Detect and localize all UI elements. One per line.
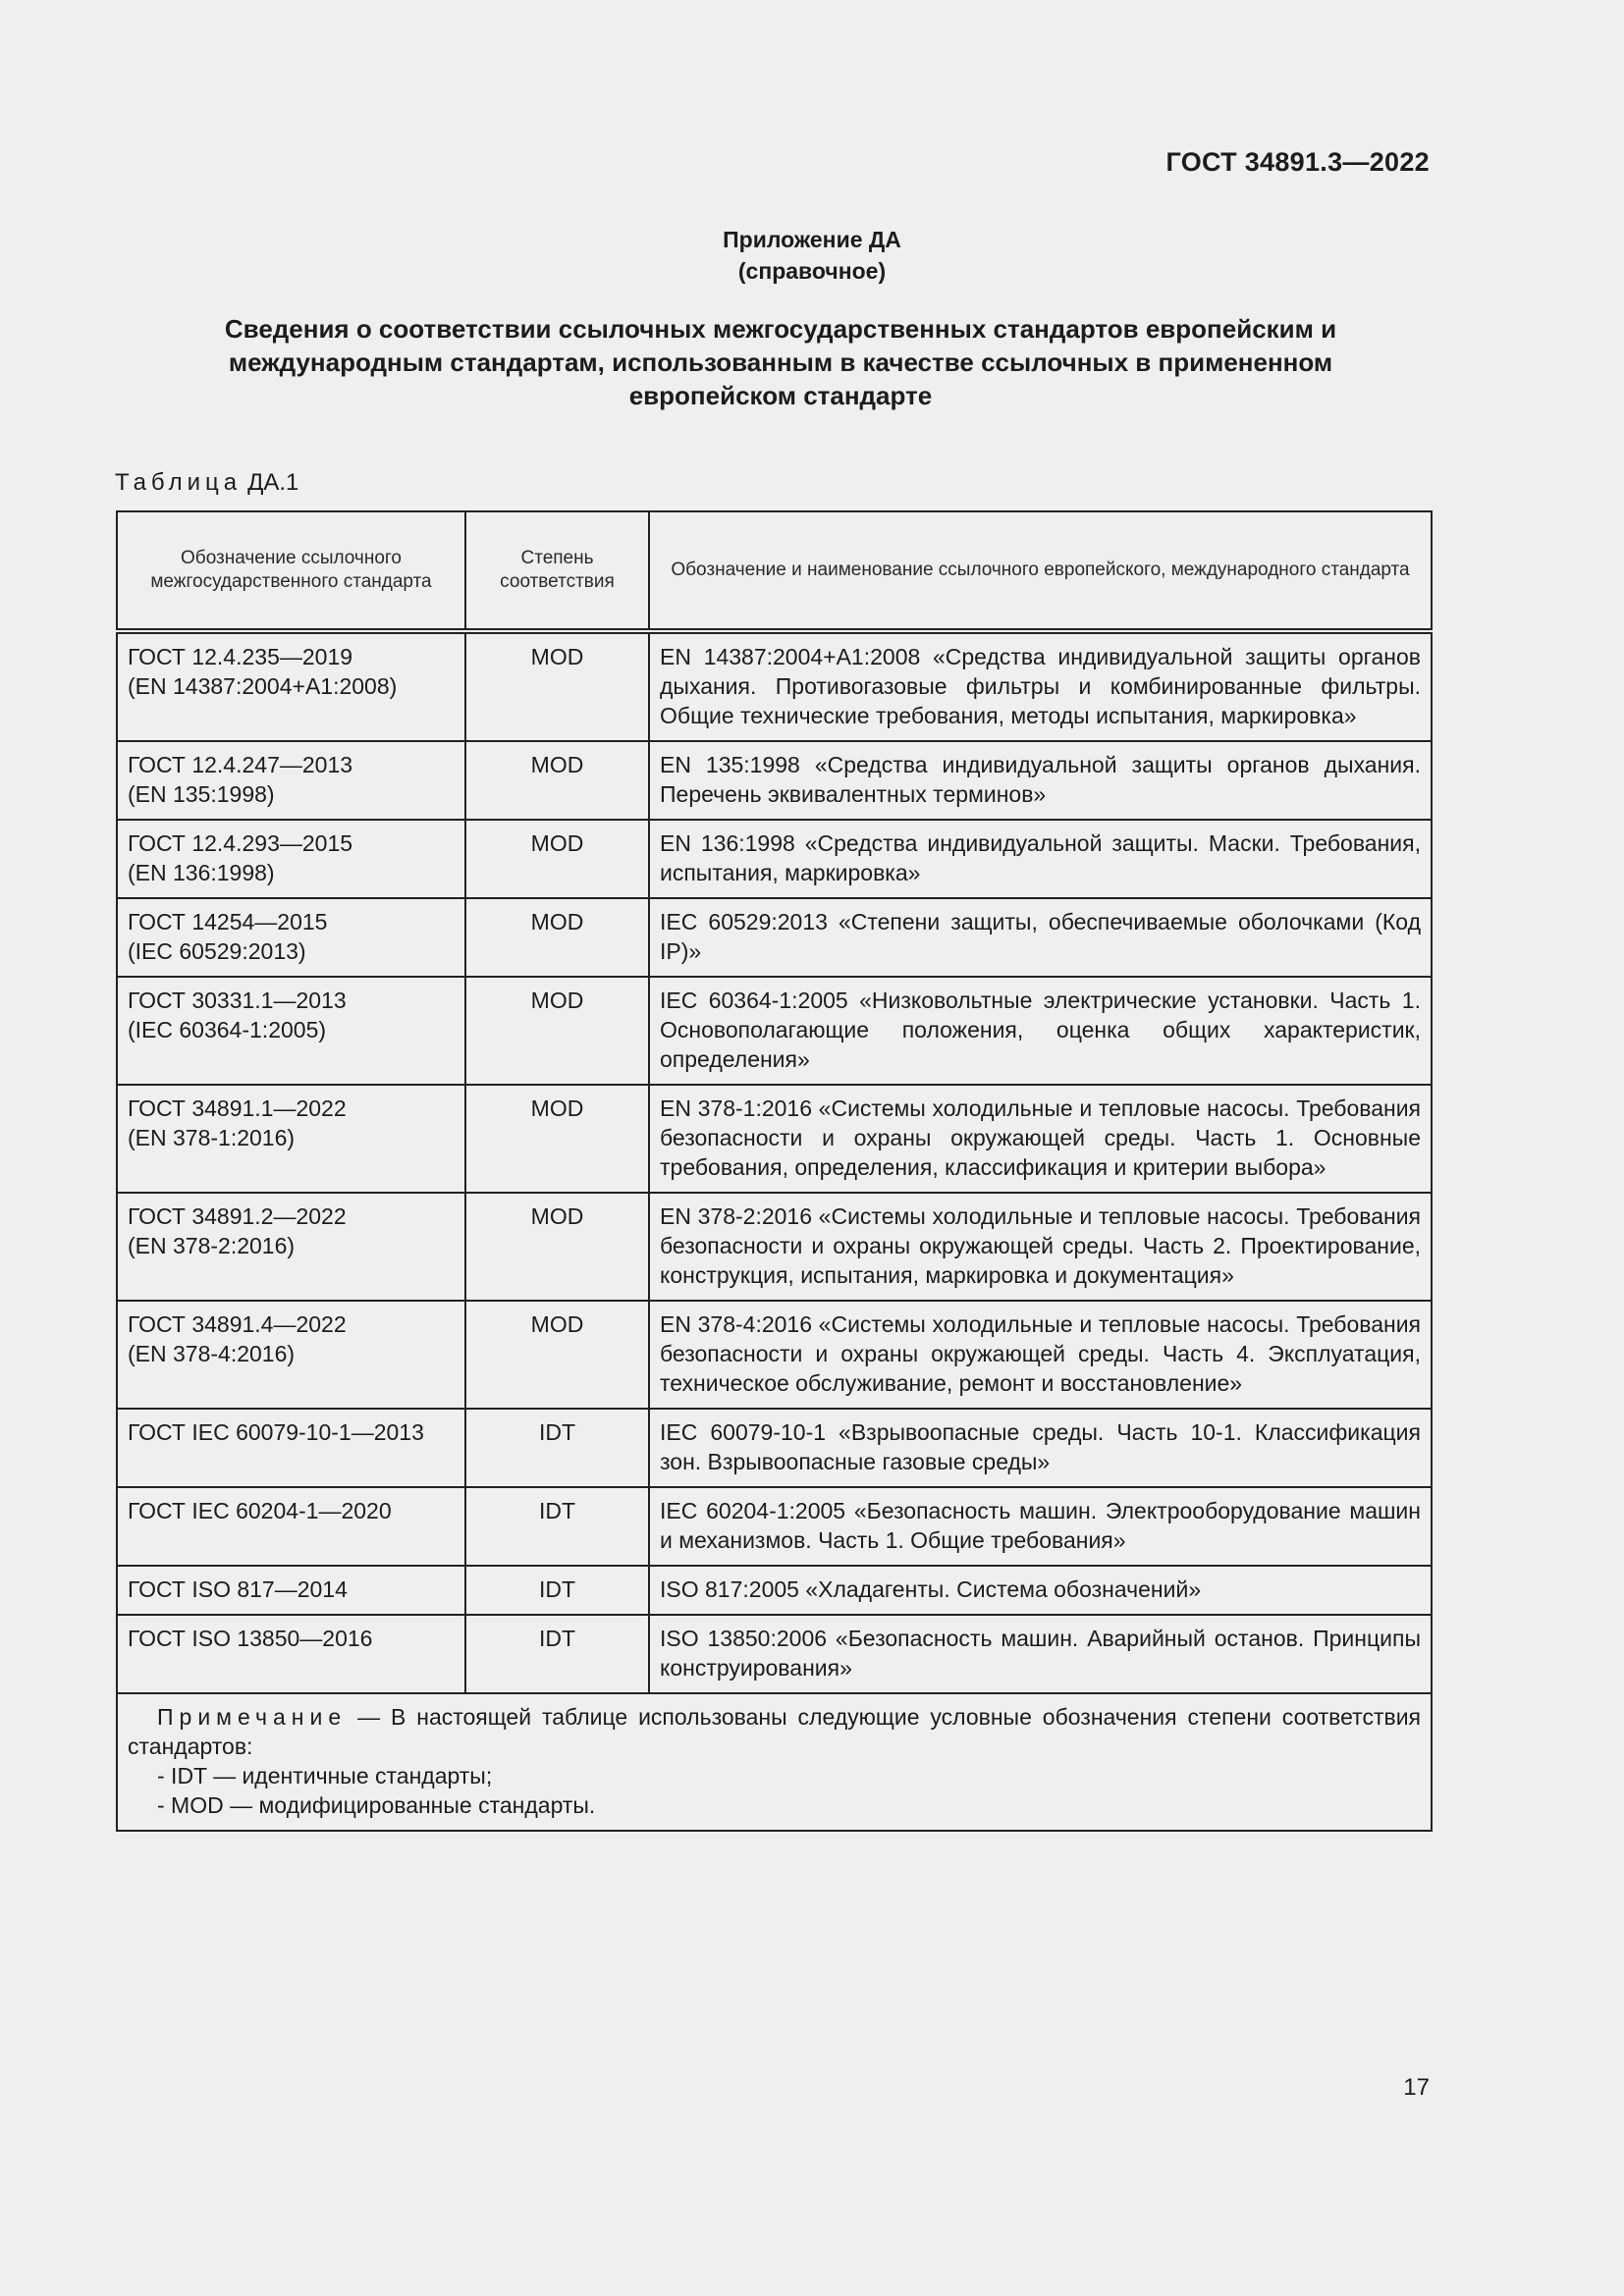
note-item-idt: - IDT — идентичные стандарты; xyxy=(157,1763,493,1789)
cell-interstate-standard xyxy=(117,1193,465,1301)
table-row xyxy=(117,741,1432,820)
table-row xyxy=(117,1193,1432,1301)
annex-title: Сведения о соответствии ссылочных межгосударственных стандартов европейским и международным стандартам, использованным в качестве ссылочных в примененном европейском стандарте xyxy=(224,314,1337,410)
standard-designation: ГОСТ ISO 13850—2016 xyxy=(128,1626,373,1651)
cell-degree: IDT xyxy=(465,1487,649,1566)
cell-interstate-standard xyxy=(117,631,465,741)
cell-reference-standard: EN 378-4:2016 «Системы холодильные и тепловые насосы. Требования безопасности и охраны окружающей среды. Часть 4. Эксплуатация, техническое обслуживание, ремонт и восстановление» xyxy=(649,1301,1432,1409)
table-row xyxy=(117,1566,1432,1615)
standard-reference: (EN 378-4:2016) xyxy=(128,1341,296,1366)
note-item-mod: - MOD — модифицированные стандарты. xyxy=(157,1792,596,1818)
table-header-row xyxy=(117,511,1432,631)
cell-degree: MOD xyxy=(465,741,649,820)
note-label: Примечание xyxy=(157,1704,348,1730)
table-row xyxy=(117,1615,1432,1693)
cell-degree: MOD xyxy=(465,1301,649,1409)
standard-designation: ГОСТ 12.4.235—2019 xyxy=(128,644,353,669)
cell-degree: MOD xyxy=(465,820,649,898)
standard-designation: ГОСТ ISO 817—2014 xyxy=(128,1576,348,1602)
annex-kind: (справочное) xyxy=(737,258,887,284)
column-header-interstate-standard: Обозначение ссылочного межгосударственного стандарта xyxy=(117,511,465,631)
cell-degree: MOD xyxy=(465,1085,649,1193)
cell-degree: MOD xyxy=(465,631,649,741)
cell-reference-standard: ISO 817:2005 «Хладагенты. Система обозначений» xyxy=(649,1566,1432,1615)
cell-interstate-standard xyxy=(117,1085,465,1193)
cell-reference-standard: EN 378-1:2016 «Системы холодильные и тепловые насосы. Требования безопасности и охраны окружающей среды. Часть 1. Основные требования, определения, классификация и критерии выбора» xyxy=(649,1085,1432,1193)
standards-table xyxy=(116,510,1433,1832)
standard-designation: ГОСТ 34891.4—2022 xyxy=(128,1311,347,1337)
table-caption-word: Таблица xyxy=(115,469,243,496)
cell-interstate-standard xyxy=(117,1487,465,1566)
cell-reference-standard: ISO 13850:2006 «Безопасность машин. Аварийный останов. Принципы конструирования» xyxy=(649,1615,1432,1693)
cell-degree: MOD xyxy=(465,898,649,977)
cell-interstate-standard xyxy=(117,741,465,820)
column-header-degree: Степень соответствия xyxy=(465,511,649,631)
cell-degree: MOD xyxy=(465,1193,649,1301)
standard-designation: ГОСТ 12.4.247—2013 xyxy=(128,752,353,777)
standard-designation: ГОСТ IEC 60079-10-1—2013 xyxy=(128,1419,424,1445)
table-body xyxy=(117,631,1432,1693)
page-number: 17 xyxy=(1403,2074,1430,2101)
cell-interstate-standard xyxy=(117,1301,465,1409)
annex-label: Приложение ДА xyxy=(723,227,901,252)
standard-designation: ГОСТ 34891.1—2022 xyxy=(128,1095,347,1121)
standard-reference: (IEC 60364-1:2005) xyxy=(128,1017,327,1042)
standard-reference: (EN 378-1:2016) xyxy=(128,1125,296,1150)
table-caption-id: ДА.1 xyxy=(247,469,299,496)
cell-degree: IDT xyxy=(465,1409,649,1487)
standard-reference: (EN 378-2:2016) xyxy=(128,1233,296,1258)
table-row xyxy=(117,1301,1432,1409)
standard-designation: ГОСТ 30331.1—2013 xyxy=(128,988,347,1013)
standard-designation: ГОСТ 12.4.293—2015 xyxy=(128,830,353,856)
table-row xyxy=(117,1487,1432,1566)
table-row xyxy=(117,898,1432,977)
standard-designation: ГОСТ 34891.2—2022 xyxy=(128,1203,347,1229)
standard-reference: (EN 135:1998) xyxy=(128,781,275,807)
cell-reference-standard: EN 14387:2004+A1:2008 «Средства индивидуальной защиты органов дыхания. Противогазовые фильтры и комбинированные фильтры. Общие технические требования, методы испытания, маркировка» xyxy=(649,631,1432,741)
cell-reference-standard: IEC 60364-1:2005 «Низковольтные электрические установки. Часть 1. Основополагающие положения, оценка общих характеристик, определения» xyxy=(649,977,1432,1085)
column-header-reference-standard: Обозначение и наименование ссылочного европейского, международного стандарта xyxy=(649,511,1432,631)
annex-heading xyxy=(0,224,1624,287)
cell-reference-standard: IEC 60204-1:2005 «Безопасность машин. Электрооборудование машин и механизмов. Часть 1. Общие требования» xyxy=(649,1487,1432,1566)
table-row xyxy=(117,1409,1432,1487)
cell-interstate-standard xyxy=(117,1615,465,1693)
table-note-row xyxy=(117,1693,1432,1831)
cell-reference-standard: EN 136:1998 «Средства индивидуальной защиты. Маски. Требования, испытания, маркировка» xyxy=(649,820,1432,898)
standard-reference: (EN 136:1998) xyxy=(128,860,275,885)
note-text: — В настоящей таблице использованы следующие условные обозначения степени соответствия стандартов: xyxy=(128,1704,1421,1759)
standard-reference: (IEC 60529:2013) xyxy=(128,938,306,964)
cell-interstate-standard xyxy=(117,820,465,898)
table-row xyxy=(117,631,1432,741)
cell-reference-standard: IEC 60079-10-1 «Взрывоопасные среды. Часть 10-1. Классификация зон. Взрывоопасные газовые среды» xyxy=(649,1409,1432,1487)
cell-degree: IDT xyxy=(465,1566,649,1615)
cell-interstate-standard xyxy=(117,898,465,977)
cell-interstate-standard xyxy=(117,977,465,1085)
standard-reference: (EN 14387:2004+A1:2008) xyxy=(128,673,398,699)
table-row xyxy=(117,977,1432,1085)
cell-reference-standard: EN 378-2:2016 «Системы холодильные и тепловые насосы. Требования безопасности и охраны окружающей среды. Часть 2. Проектирование, конструкция, испытания, маркировка и документация» xyxy=(649,1193,1432,1301)
document-number: ГОСТ 34891.3—2022 xyxy=(1165,147,1430,177)
cell-interstate-standard xyxy=(117,1409,465,1487)
cell-degree: IDT xyxy=(465,1615,649,1693)
cell-reference-standard: EN 135:1998 «Средства индивидуальной защиты органов дыхания. Перечень эквивалентных терминов» xyxy=(649,741,1432,820)
table-caption xyxy=(115,469,298,497)
standard-designation: ГОСТ IEC 60204-1—2020 xyxy=(128,1498,392,1523)
table-row xyxy=(117,820,1432,898)
standard-designation: ГОСТ 14254—2015 xyxy=(128,909,328,934)
table-note xyxy=(117,1693,1432,1831)
cell-reference-standard: IEC 60529:2013 «Степени защиты, обеспечиваемые оболочками (Код IP)» xyxy=(649,898,1432,977)
note-list xyxy=(128,1761,1421,1820)
cell-degree: MOD xyxy=(465,977,649,1085)
cell-interstate-standard xyxy=(117,1566,465,1615)
table-row xyxy=(117,1085,1432,1193)
